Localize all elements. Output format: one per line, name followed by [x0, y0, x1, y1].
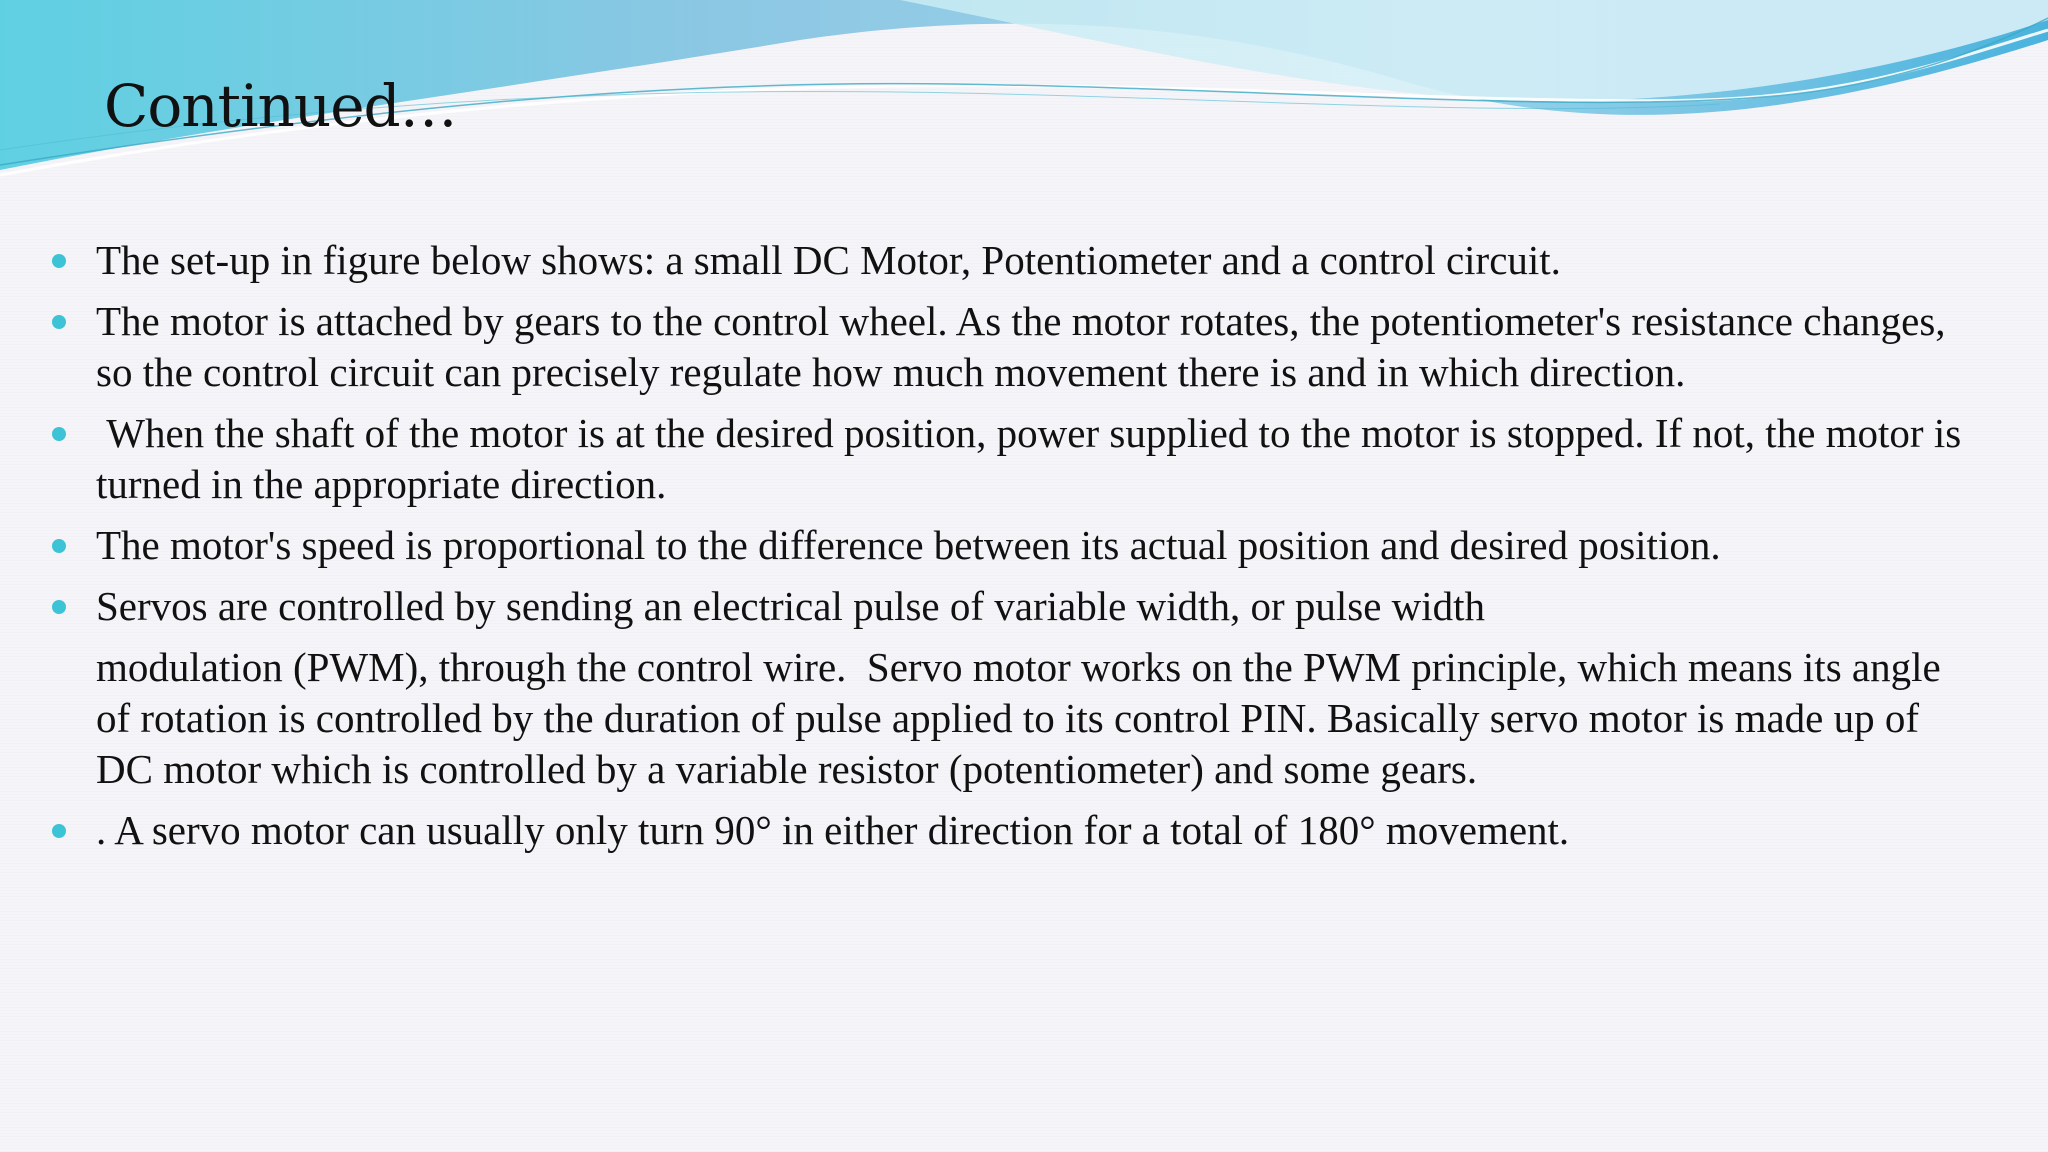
bullet-dot-icon	[52, 315, 66, 329]
bullet-text: Servos are controlled by sending an electrical pulse of variable width, or pulse width	[96, 583, 1486, 629]
bullet-item	[46, 296, 1966, 398]
bullet-text: . A servo motor can usually only turn 90° in either direction for a total of 180° movement.	[96, 807, 1570, 853]
bullet-text: When the shaft of the motor is at the desired position, power supplied to the motor is stopped. If not, the motor is turned in the appropriate direction.	[96, 410, 1972, 507]
bullet-list	[46, 235, 1972, 866]
bullet-text: The set-up in figure below shows: a small DC Motor, Potentiometer and a control circuit.	[96, 237, 1561, 283]
bullet-item	[46, 581, 1966, 795]
bullet-item	[46, 805, 1966, 856]
bullet-text: The motor's speed is proportional to the difference between its actual position and desired position.	[96, 522, 1721, 568]
bullet-dot-icon	[52, 427, 66, 441]
bullet-dot-icon	[52, 824, 66, 838]
slide-title: Continued…	[104, 72, 457, 140]
bullet-item	[46, 520, 1966, 571]
bullet-dot-icon	[52, 254, 66, 268]
bullet-dot-icon	[52, 600, 66, 614]
bullet-continuation-text: modulation (PWM), through the control wire. Servo motor works on the PWM principle, which means its angle of rotation is controlled by the duration of pulse applied to its control PIN. Basically servo motor is made up of DC motor which is controlled by a variable resistor (potentiometer) and some gears.	[96, 644, 1951, 792]
bullet-text: The motor is attached by gears to the control wheel. As the motor rotates, the potentiometer's resistance changes, so the control circuit can precisely regulate how much movement there is and in which direction.	[96, 298, 1946, 395]
bullet-item	[46, 408, 1972, 510]
bullet-dot-icon	[52, 539, 66, 553]
bullet-item	[46, 235, 1966, 286]
